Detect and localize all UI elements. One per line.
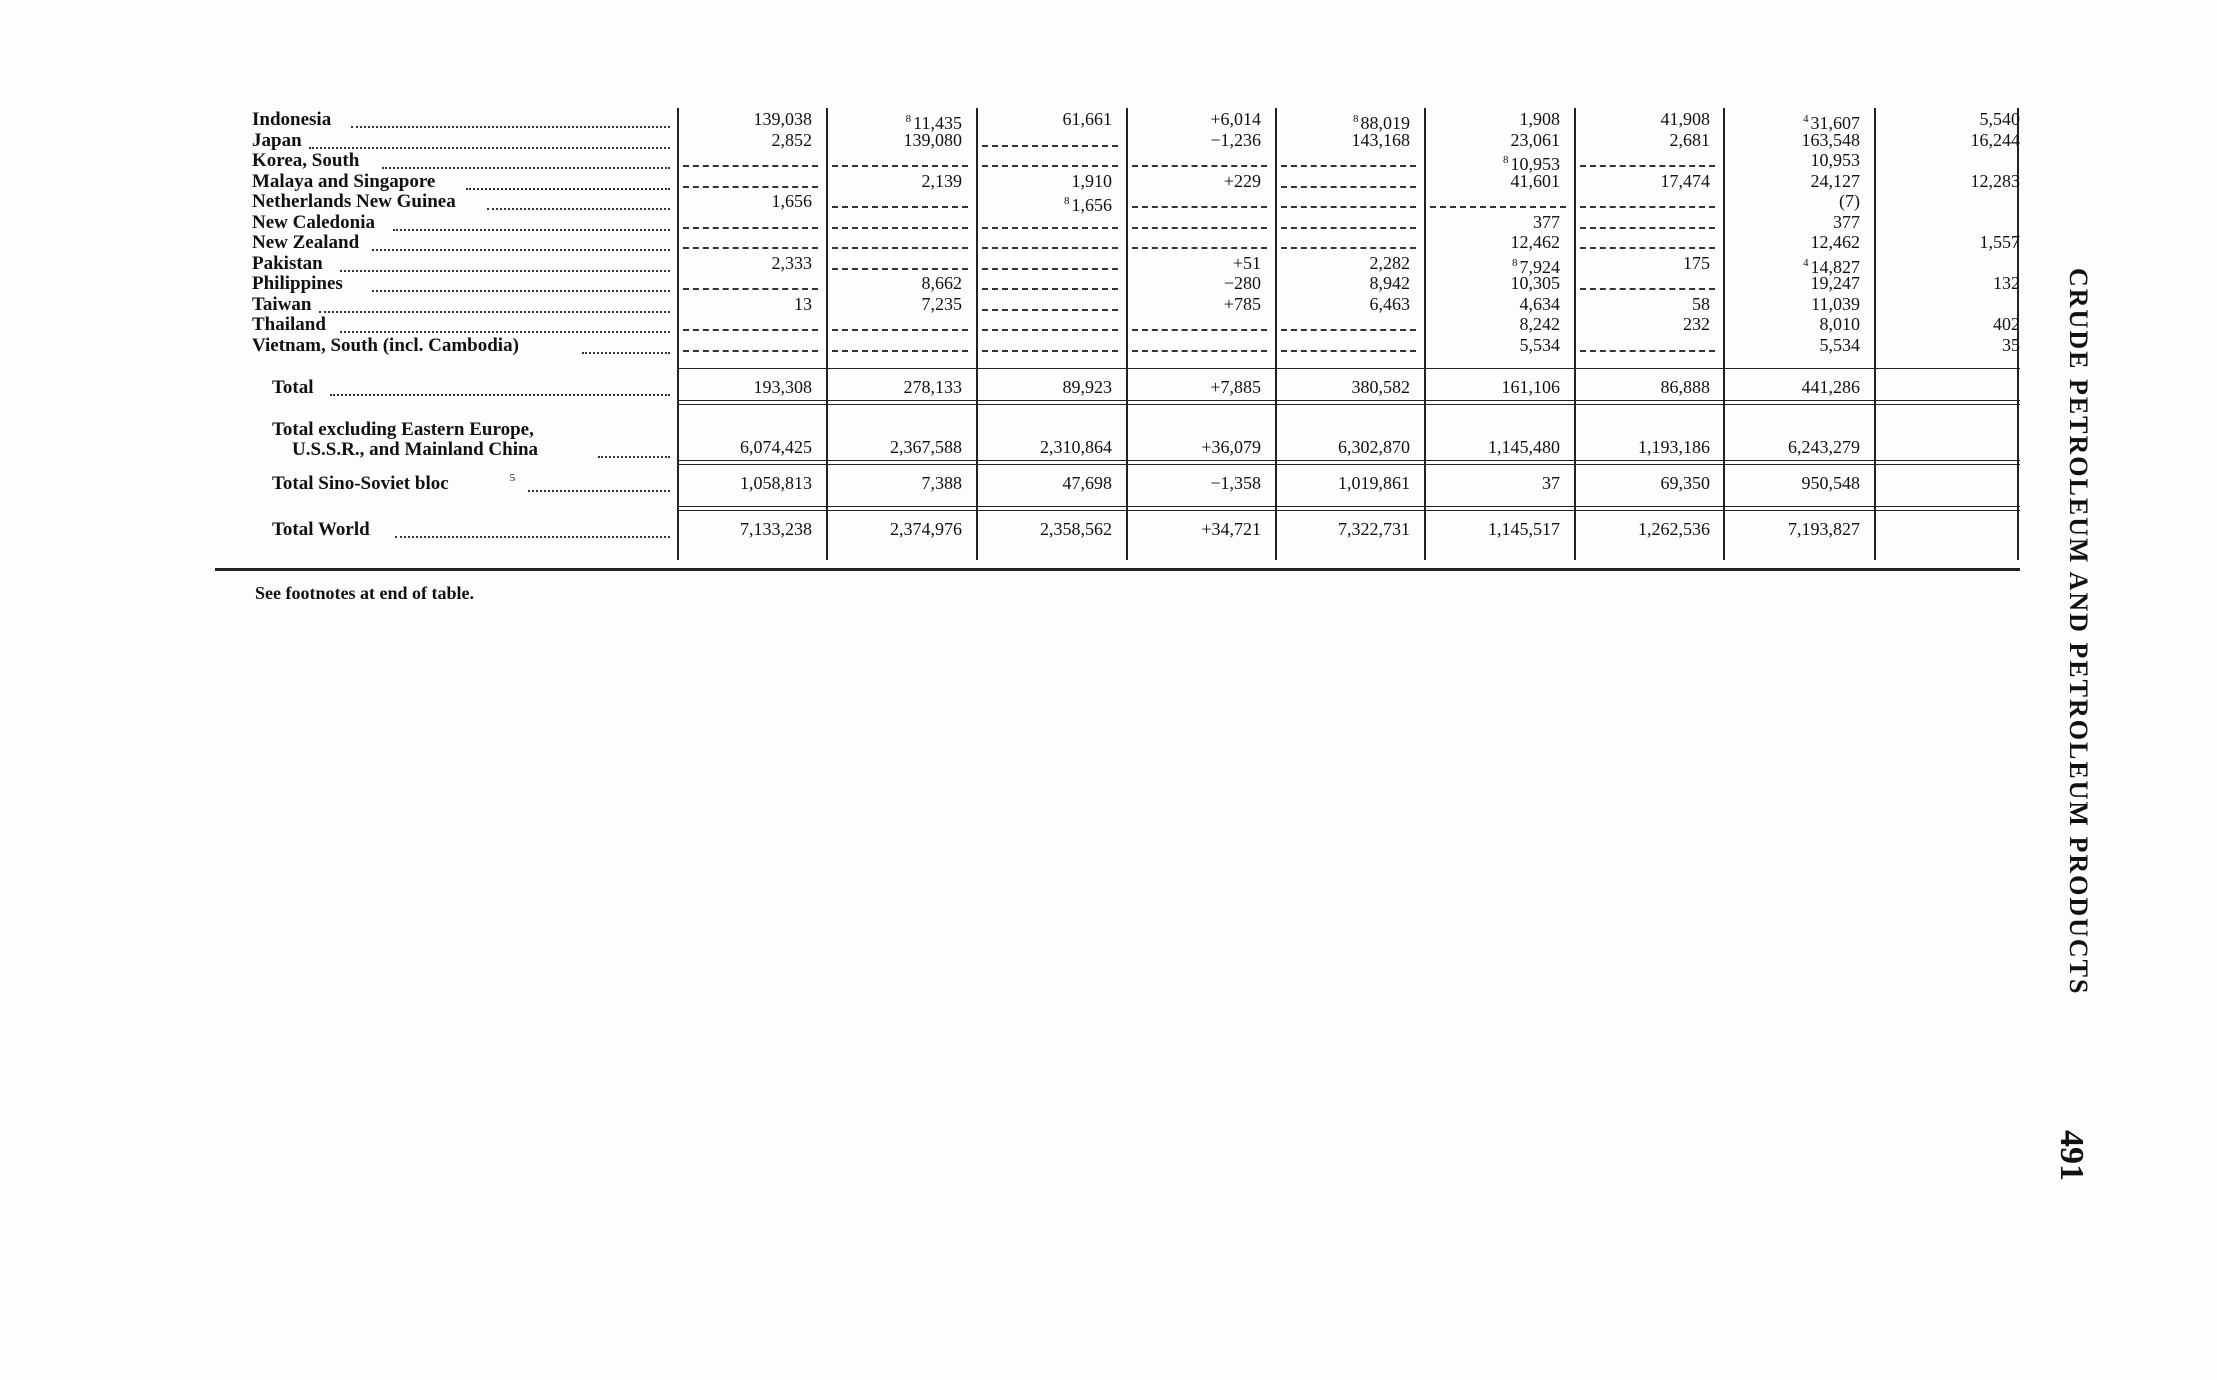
cell-value: 10,953 bbox=[1810, 150, 1860, 170]
total-cell: −1,358 bbox=[1210, 473, 1261, 493]
cell-value: 1,656 bbox=[771, 191, 812, 211]
empty-cell-dash bbox=[683, 165, 818, 167]
table-cell bbox=[1420, 172, 1560, 191]
row-label: Netherlands New Guinea bbox=[252, 191, 456, 212]
cell-value: 1,908 bbox=[1519, 109, 1560, 129]
row-label: Malaya and Singapore bbox=[252, 170, 436, 192]
total-cell: 89,923 bbox=[1062, 377, 1112, 397]
cell-value: −280 bbox=[1223, 273, 1261, 293]
total-cell: 2,374,976 bbox=[890, 519, 962, 539]
cell-value: 12,283 bbox=[1970, 170, 2020, 191]
empty-cell-dash bbox=[1132, 165, 1267, 167]
empty-cell-dash bbox=[982, 268, 1118, 270]
cell-value: 5,534 bbox=[1819, 334, 1860, 355]
cell-value: 41,908 bbox=[1660, 109, 1710, 129]
empty-cell-dash bbox=[683, 247, 818, 249]
cell-value: 7,235 bbox=[921, 293, 962, 314]
total-rule bbox=[677, 460, 2020, 461]
table-cell bbox=[1420, 131, 1560, 150]
cell-value: 2,282 bbox=[1369, 252, 1410, 273]
cell-value: 8,942 bbox=[1369, 273, 1410, 293]
total-cell: 2,367,588 bbox=[890, 437, 962, 457]
leader-dots bbox=[393, 229, 671, 231]
cell-value: 1,910 bbox=[1071, 170, 1112, 191]
cell-value: 11,039 bbox=[1811, 293, 1860, 314]
cell-value: 24,127 bbox=[1810, 170, 1860, 191]
total-cell: 441,286 bbox=[1801, 377, 1860, 397]
row-label: Indonesia bbox=[252, 109, 332, 130]
total-rule bbox=[677, 464, 2020, 465]
total-cell: +7,885 bbox=[1210, 377, 1261, 397]
empty-cell-dash bbox=[683, 329, 818, 331]
table-cell bbox=[1570, 295, 1710, 314]
leader-dots bbox=[340, 331, 670, 333]
leader-dots bbox=[351, 126, 671, 128]
table-cell bbox=[1880, 110, 2020, 129]
row-label: Vietnam, South (incl. Cambodia) bbox=[252, 334, 519, 356]
row-label: Taiwan bbox=[252, 293, 312, 315]
footnote-reference: See footnotes at end of table. bbox=[255, 583, 474, 603]
leader-dots bbox=[309, 147, 671, 149]
cell-value: 12,462 bbox=[1810, 232, 1860, 252]
row-label: Japan bbox=[252, 129, 302, 151]
empty-cell-dash bbox=[1281, 227, 1416, 229]
table-cell bbox=[1720, 213, 1860, 232]
total-cell: 1,262,536 bbox=[1638, 519, 1710, 539]
table-cell bbox=[972, 172, 1112, 191]
cell-value: 1,557 bbox=[1979, 232, 2020, 252]
empty-cell-dash bbox=[1281, 350, 1416, 352]
total-rule bbox=[677, 400, 2020, 401]
footnote-marker: 8 bbox=[1064, 195, 1070, 207]
cell-value: 8,242 bbox=[1519, 314, 1560, 334]
empty-cell-dash bbox=[1281, 186, 1416, 188]
empty-cell-dash bbox=[832, 268, 968, 270]
cell-value: 143,168 bbox=[1351, 129, 1410, 150]
table-cell bbox=[1270, 274, 1410, 293]
total-cell: +36,079 bbox=[1201, 437, 1261, 457]
table-cell bbox=[1720, 336, 1860, 355]
table-cell bbox=[1720, 192, 1860, 211]
cell-value: +51 bbox=[1232, 252, 1261, 273]
footnote-marker: 8 bbox=[905, 113, 912, 125]
leader-dots bbox=[528, 490, 670, 492]
table-cell bbox=[672, 192, 812, 211]
total-cell: 380,582 bbox=[1351, 377, 1410, 397]
cell-value: 1,656 bbox=[1071, 195, 1112, 215]
leader-dots bbox=[582, 352, 671, 354]
table-cell bbox=[1720, 315, 1860, 334]
empty-cell-dash bbox=[982, 165, 1118, 167]
cell-value: 19,247 bbox=[1810, 273, 1860, 293]
table-cell bbox=[1720, 274, 1860, 293]
total-rule bbox=[677, 404, 2020, 405]
table-cell bbox=[1420, 274, 1560, 293]
total-cell: 6,074,425 bbox=[740, 437, 812, 457]
cell-value: 6,463 bbox=[1369, 293, 1410, 314]
empty-cell-dash bbox=[1281, 329, 1416, 331]
empty-cell-dash bbox=[982, 145, 1118, 147]
empty-cell-dash bbox=[683, 227, 818, 229]
total-label: Total excluding Eastern Europe, bbox=[272, 419, 534, 440]
empty-cell-dash bbox=[683, 350, 818, 352]
total-cell: 2,358,562 bbox=[1040, 519, 1112, 539]
cell-value: 2,333 bbox=[771, 252, 812, 273]
table-cell bbox=[1720, 151, 1860, 170]
table-cell bbox=[1121, 110, 1261, 129]
total-cell: 47,698 bbox=[1062, 473, 1112, 493]
table-cell bbox=[1270, 295, 1410, 314]
empty-cell-dash bbox=[982, 350, 1118, 352]
empty-cell-dash bbox=[683, 288, 818, 290]
empty-cell-dash bbox=[832, 227, 968, 229]
row-label: Pakistan bbox=[252, 252, 323, 274]
total-cell: 1,058,813 bbox=[740, 473, 812, 493]
table-cell bbox=[822, 295, 962, 314]
cell-value: 11,435 bbox=[913, 113, 962, 133]
empty-cell-dash bbox=[982, 309, 1118, 311]
empty-cell-dash bbox=[1580, 288, 1715, 290]
total-cell: 278,133 bbox=[903, 377, 962, 397]
empty-cell-dash bbox=[1580, 227, 1715, 229]
empty-cell-dash bbox=[832, 206, 968, 208]
table-cell bbox=[1420, 336, 1560, 355]
table-cell bbox=[1121, 274, 1261, 293]
running-head: CRUDE PETROLEUM AND PETROLEUM PRODUCTS bbox=[2064, 268, 2093, 996]
table-cell bbox=[822, 172, 962, 191]
table-cell bbox=[672, 295, 812, 314]
cell-value: 10,305 bbox=[1510, 273, 1560, 293]
empty-cell-dash bbox=[1580, 165, 1715, 167]
row-label: Thailand bbox=[252, 314, 326, 335]
footnote-marker: 4 bbox=[1803, 256, 1809, 269]
cell-value: 41,601 bbox=[1510, 170, 1560, 191]
table-cell bbox=[1880, 274, 2020, 293]
leader-dots bbox=[372, 290, 671, 292]
leader-dots bbox=[382, 167, 670, 169]
empty-cell-dash bbox=[1281, 206, 1416, 208]
table-cell bbox=[1720, 295, 1860, 314]
table-cell bbox=[1121, 254, 1261, 273]
total-label: Total bbox=[272, 377, 314, 398]
cell-value: 402 bbox=[1993, 314, 2020, 334]
table-cell bbox=[1570, 315, 1710, 334]
rule-above-total bbox=[677, 368, 2020, 369]
table-cell bbox=[822, 131, 962, 150]
cell-value: 23,061 bbox=[1510, 129, 1560, 150]
total-rule bbox=[677, 506, 2020, 507]
table-cell bbox=[1270, 131, 1410, 150]
cell-value: 2,139 bbox=[921, 170, 962, 191]
table-cell bbox=[1880, 131, 2020, 150]
cell-value: 4,634 bbox=[1519, 293, 1560, 314]
cell-value: +6,014 bbox=[1210, 109, 1261, 129]
leader-dots bbox=[319, 311, 670, 313]
table-cell bbox=[1270, 254, 1410, 273]
table-cell bbox=[822, 274, 962, 293]
table-cell bbox=[1570, 110, 1710, 129]
total-cell: 7,133,238 bbox=[740, 519, 812, 539]
footnote-marker: 5 bbox=[509, 472, 516, 484]
total-cell: 37 bbox=[1542, 473, 1560, 493]
cell-value: 10,953 bbox=[1510, 154, 1560, 174]
leader-dots bbox=[395, 536, 670, 538]
table-cell bbox=[1720, 131, 1860, 150]
empty-cell-dash bbox=[1580, 247, 1715, 249]
empty-cell-dash bbox=[982, 227, 1118, 229]
leader-dots bbox=[372, 249, 671, 251]
empty-cell-dash bbox=[832, 247, 968, 249]
empty-cell-dash bbox=[832, 329, 968, 331]
cell-value: 8,010 bbox=[1819, 314, 1860, 334]
table-bottom-rule bbox=[215, 568, 2020, 571]
table-cell bbox=[1880, 315, 2020, 334]
column-rule bbox=[1874, 108, 1876, 560]
cell-value: (7) bbox=[1839, 191, 1860, 211]
empty-cell-dash bbox=[1132, 247, 1267, 249]
total-cell: 1,019,861 bbox=[1338, 473, 1410, 493]
table-cell bbox=[1570, 254, 1710, 273]
cell-value: 5,534 bbox=[1519, 334, 1560, 355]
total-cell: 1,145,517 bbox=[1488, 519, 1560, 539]
cell-value: 17,474 bbox=[1660, 170, 1710, 191]
table-cell bbox=[1420, 233, 1560, 252]
cell-value: −1,236 bbox=[1210, 129, 1261, 150]
leader-dots bbox=[466, 188, 670, 190]
footnote-marker: 4 bbox=[1803, 113, 1809, 125]
table-cell bbox=[672, 254, 812, 273]
total-cell: 950,548 bbox=[1801, 473, 1860, 493]
empty-cell-dash bbox=[1580, 206, 1715, 208]
table-cell bbox=[1420, 213, 1560, 232]
cell-value: 2,852 bbox=[771, 129, 812, 150]
table-cell bbox=[1121, 131, 1261, 150]
cell-value: 88,019 bbox=[1360, 113, 1410, 133]
cell-value: 5,540 bbox=[1979, 109, 2020, 129]
cell-value: 16,244 bbox=[1970, 129, 2020, 150]
cell-value: 139,038 bbox=[753, 109, 812, 129]
empty-cell-dash bbox=[1281, 165, 1416, 167]
table-cell bbox=[1570, 172, 1710, 191]
row-label: Korea, South bbox=[252, 150, 360, 171]
total-cell: +34,721 bbox=[1201, 519, 1261, 539]
total-cell: 69,350 bbox=[1660, 473, 1710, 493]
cell-value: 2,681 bbox=[1669, 129, 1710, 150]
footnote-marker: 8 bbox=[1353, 113, 1359, 125]
empty-cell-dash bbox=[1580, 350, 1715, 352]
total-cell: 6,243,279 bbox=[1788, 437, 1860, 457]
cell-value: 13 bbox=[794, 293, 812, 314]
total-label-continued: U.S.S.R., and Mainland China bbox=[292, 439, 539, 460]
empty-cell-dash bbox=[832, 350, 968, 352]
table-cell bbox=[1720, 172, 1860, 191]
leader-dots bbox=[487, 208, 670, 210]
footnote-marker: 8 bbox=[1512, 256, 1518, 269]
table-cell bbox=[1420, 315, 1560, 334]
table-cell bbox=[672, 110, 812, 129]
cell-value: 163,548 bbox=[1801, 129, 1860, 150]
cell-value: +229 bbox=[1223, 170, 1261, 191]
row-label: New Caledonia bbox=[252, 211, 375, 233]
page-number: 491 bbox=[2053, 1130, 2090, 1181]
cell-value: 31,607 bbox=[1810, 113, 1860, 133]
cell-value: 14,827 bbox=[1810, 256, 1860, 277]
empty-cell-dash bbox=[1132, 329, 1267, 331]
table-cell bbox=[972, 110, 1112, 129]
table-cell bbox=[1880, 336, 2020, 355]
table-cell bbox=[1880, 233, 2020, 252]
cell-value: +785 bbox=[1223, 293, 1261, 314]
table-cell bbox=[1121, 295, 1261, 314]
empty-cell-dash bbox=[1281, 247, 1416, 249]
empty-cell-dash bbox=[982, 247, 1118, 249]
leader-dots bbox=[330, 394, 670, 396]
cell-value: 8,662 bbox=[921, 273, 962, 293]
table-cell bbox=[972, 192, 1112, 215]
cell-value: 175 bbox=[1683, 252, 1710, 273]
empty-cell-dash bbox=[982, 329, 1118, 331]
empty-cell-dash bbox=[683, 186, 818, 188]
cell-value: 139,080 bbox=[903, 129, 962, 150]
total-label: Total Sino-Soviet bloc bbox=[272, 473, 449, 494]
cell-value: 61,661 bbox=[1062, 109, 1112, 129]
total-cell: 193,308 bbox=[753, 377, 812, 397]
empty-cell-dash bbox=[1430, 206, 1566, 208]
total-cell: 7,322,731 bbox=[1338, 519, 1410, 539]
total-cell: 6,302,870 bbox=[1338, 437, 1410, 457]
cell-value: 132 bbox=[1993, 273, 2020, 293]
empty-cell-dash bbox=[832, 165, 968, 167]
total-cell: 2,310,864 bbox=[1040, 437, 1112, 457]
cell-value: 377 bbox=[1833, 211, 1860, 232]
table-cell bbox=[1420, 110, 1560, 129]
footnote-marker: 8 bbox=[1503, 154, 1509, 166]
total-cell: 1,145,480 bbox=[1488, 437, 1560, 457]
cell-value: 35 bbox=[2002, 334, 2020, 355]
table-cell bbox=[1121, 172, 1261, 191]
total-cell: 1,193,186 bbox=[1638, 437, 1710, 457]
total-cell: 7,388 bbox=[921, 473, 962, 493]
table-cell bbox=[1420, 295, 1560, 314]
total-cell: 161,106 bbox=[1501, 377, 1560, 397]
row-label: Philippines bbox=[252, 273, 343, 294]
empty-cell-dash bbox=[982, 288, 1118, 290]
total-rule bbox=[677, 510, 2020, 511]
table-cell bbox=[1720, 233, 1860, 252]
empty-cell-dash bbox=[1132, 227, 1267, 229]
cell-value: 377 bbox=[1533, 211, 1560, 232]
cell-value: 232 bbox=[1683, 314, 1710, 334]
cell-value: 12,462 bbox=[1510, 232, 1560, 252]
cell-value: 58 bbox=[1692, 293, 1710, 314]
total-cell: 86,888 bbox=[1660, 377, 1710, 397]
empty-cell-dash bbox=[1132, 206, 1267, 208]
table-cell bbox=[1570, 131, 1710, 150]
row-label: New Zealand bbox=[252, 232, 360, 253]
table-cell bbox=[672, 131, 812, 150]
total-cell: 7,193,827 bbox=[1788, 519, 1860, 539]
empty-cell-dash bbox=[1132, 350, 1267, 352]
cell-value: 7,924 bbox=[1519, 256, 1560, 277]
table-cell bbox=[1880, 172, 2020, 191]
leader-dots bbox=[340, 270, 670, 272]
total-label: Total World bbox=[272, 519, 370, 540]
